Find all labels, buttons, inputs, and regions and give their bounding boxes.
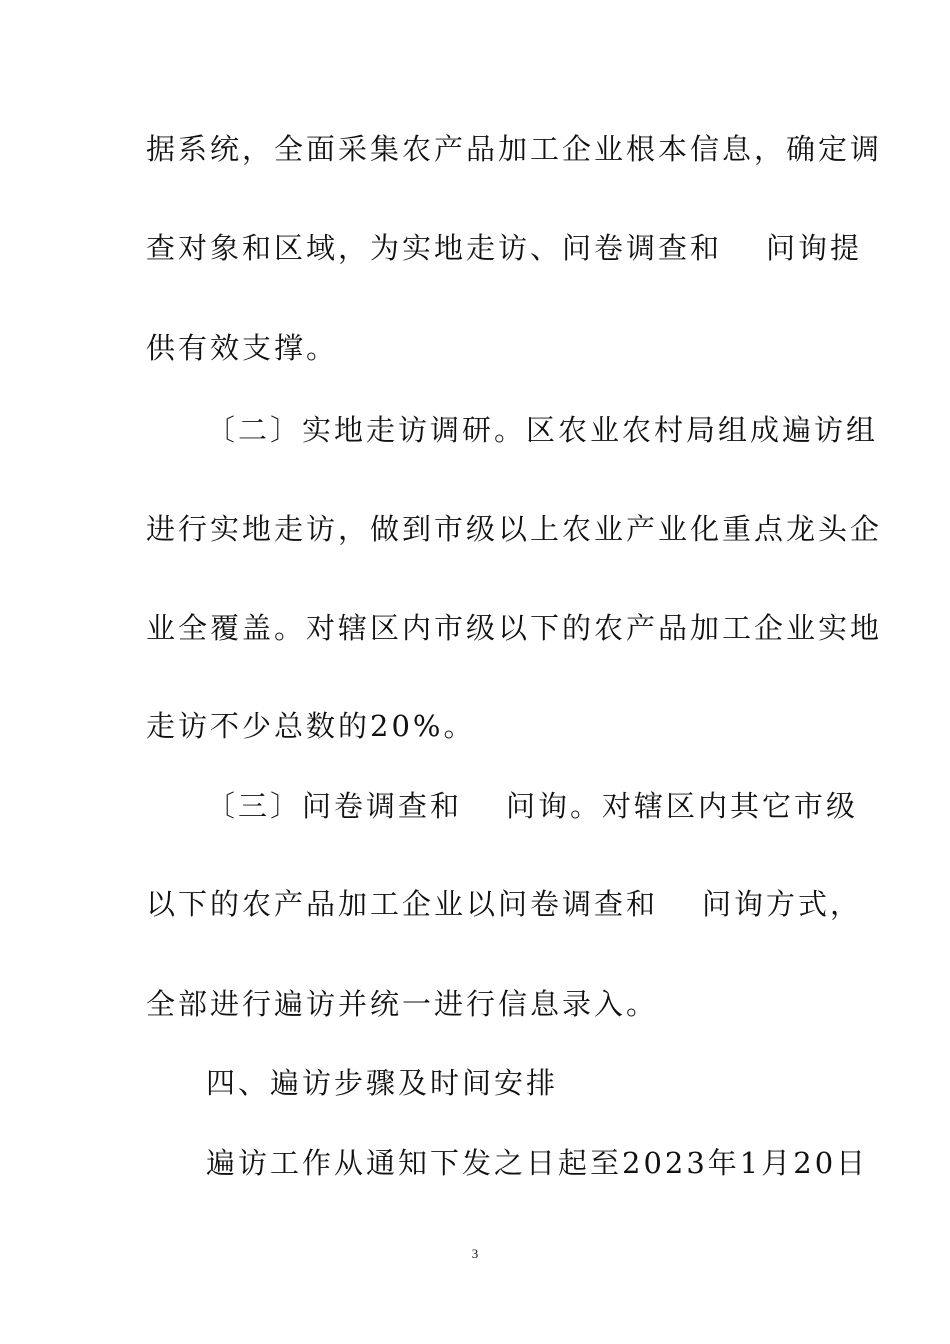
- line-text: 业全覆盖。对辖区内市级以下的农产品加工企业实地: [146, 611, 883, 645]
- paragraph-line: [146, 610, 883, 646]
- line-text: 〔二〕实地走访调研。区农业农村局组成遍访组: [206, 413, 879, 447]
- line-text: 以下的农产品加工企业以问卷调查和: [146, 887, 659, 921]
- line-text: 供有效支撑。: [146, 331, 339, 365]
- line-text: 遍访工作从通知下发之日起至2023年1月20日: [206, 1146, 869, 1180]
- line-text: 进行实地走访，做到市级以上农业产业化重点龙头企: [146, 512, 883, 546]
- paragraph-line: [146, 708, 811, 744]
- paragraph-line: [146, 330, 811, 366]
- section-heading: [206, 1065, 811, 1101]
- paragraph-line: [146, 230, 863, 266]
- line-text: 四、遍访步骤及时间安排: [206, 1066, 559, 1100]
- paragraph-line: [146, 986, 811, 1022]
- line-text: 走访不少总数的20%。: [146, 709, 476, 743]
- line-text: 查对象和区域，为实地走访、问卷调查和: [146, 231, 723, 265]
- paragraph-line: [146, 511, 883, 547]
- line-text: 全部进行遍访并统一进行信息录入。: [146, 987, 659, 1021]
- paragraph-line: [146, 131, 883, 167]
- line-text: 问询方式，: [702, 887, 863, 921]
- paragraph-line: [206, 1145, 869, 1181]
- line-text: 据系统，全面采集农产品加工企业根本信息，确定调: [146, 132, 883, 166]
- paragraph-line: [206, 788, 859, 824]
- line-text: 问询。对辖区内其它市级: [506, 789, 859, 823]
- paragraph-line: [146, 886, 863, 922]
- page-number: 3: [471, 1246, 479, 1261]
- line-text: 问询提: [766, 231, 863, 265]
- paragraph-line: [206, 412, 879, 448]
- line-text: 〔三〕问卷调查和: [206, 789, 463, 823]
